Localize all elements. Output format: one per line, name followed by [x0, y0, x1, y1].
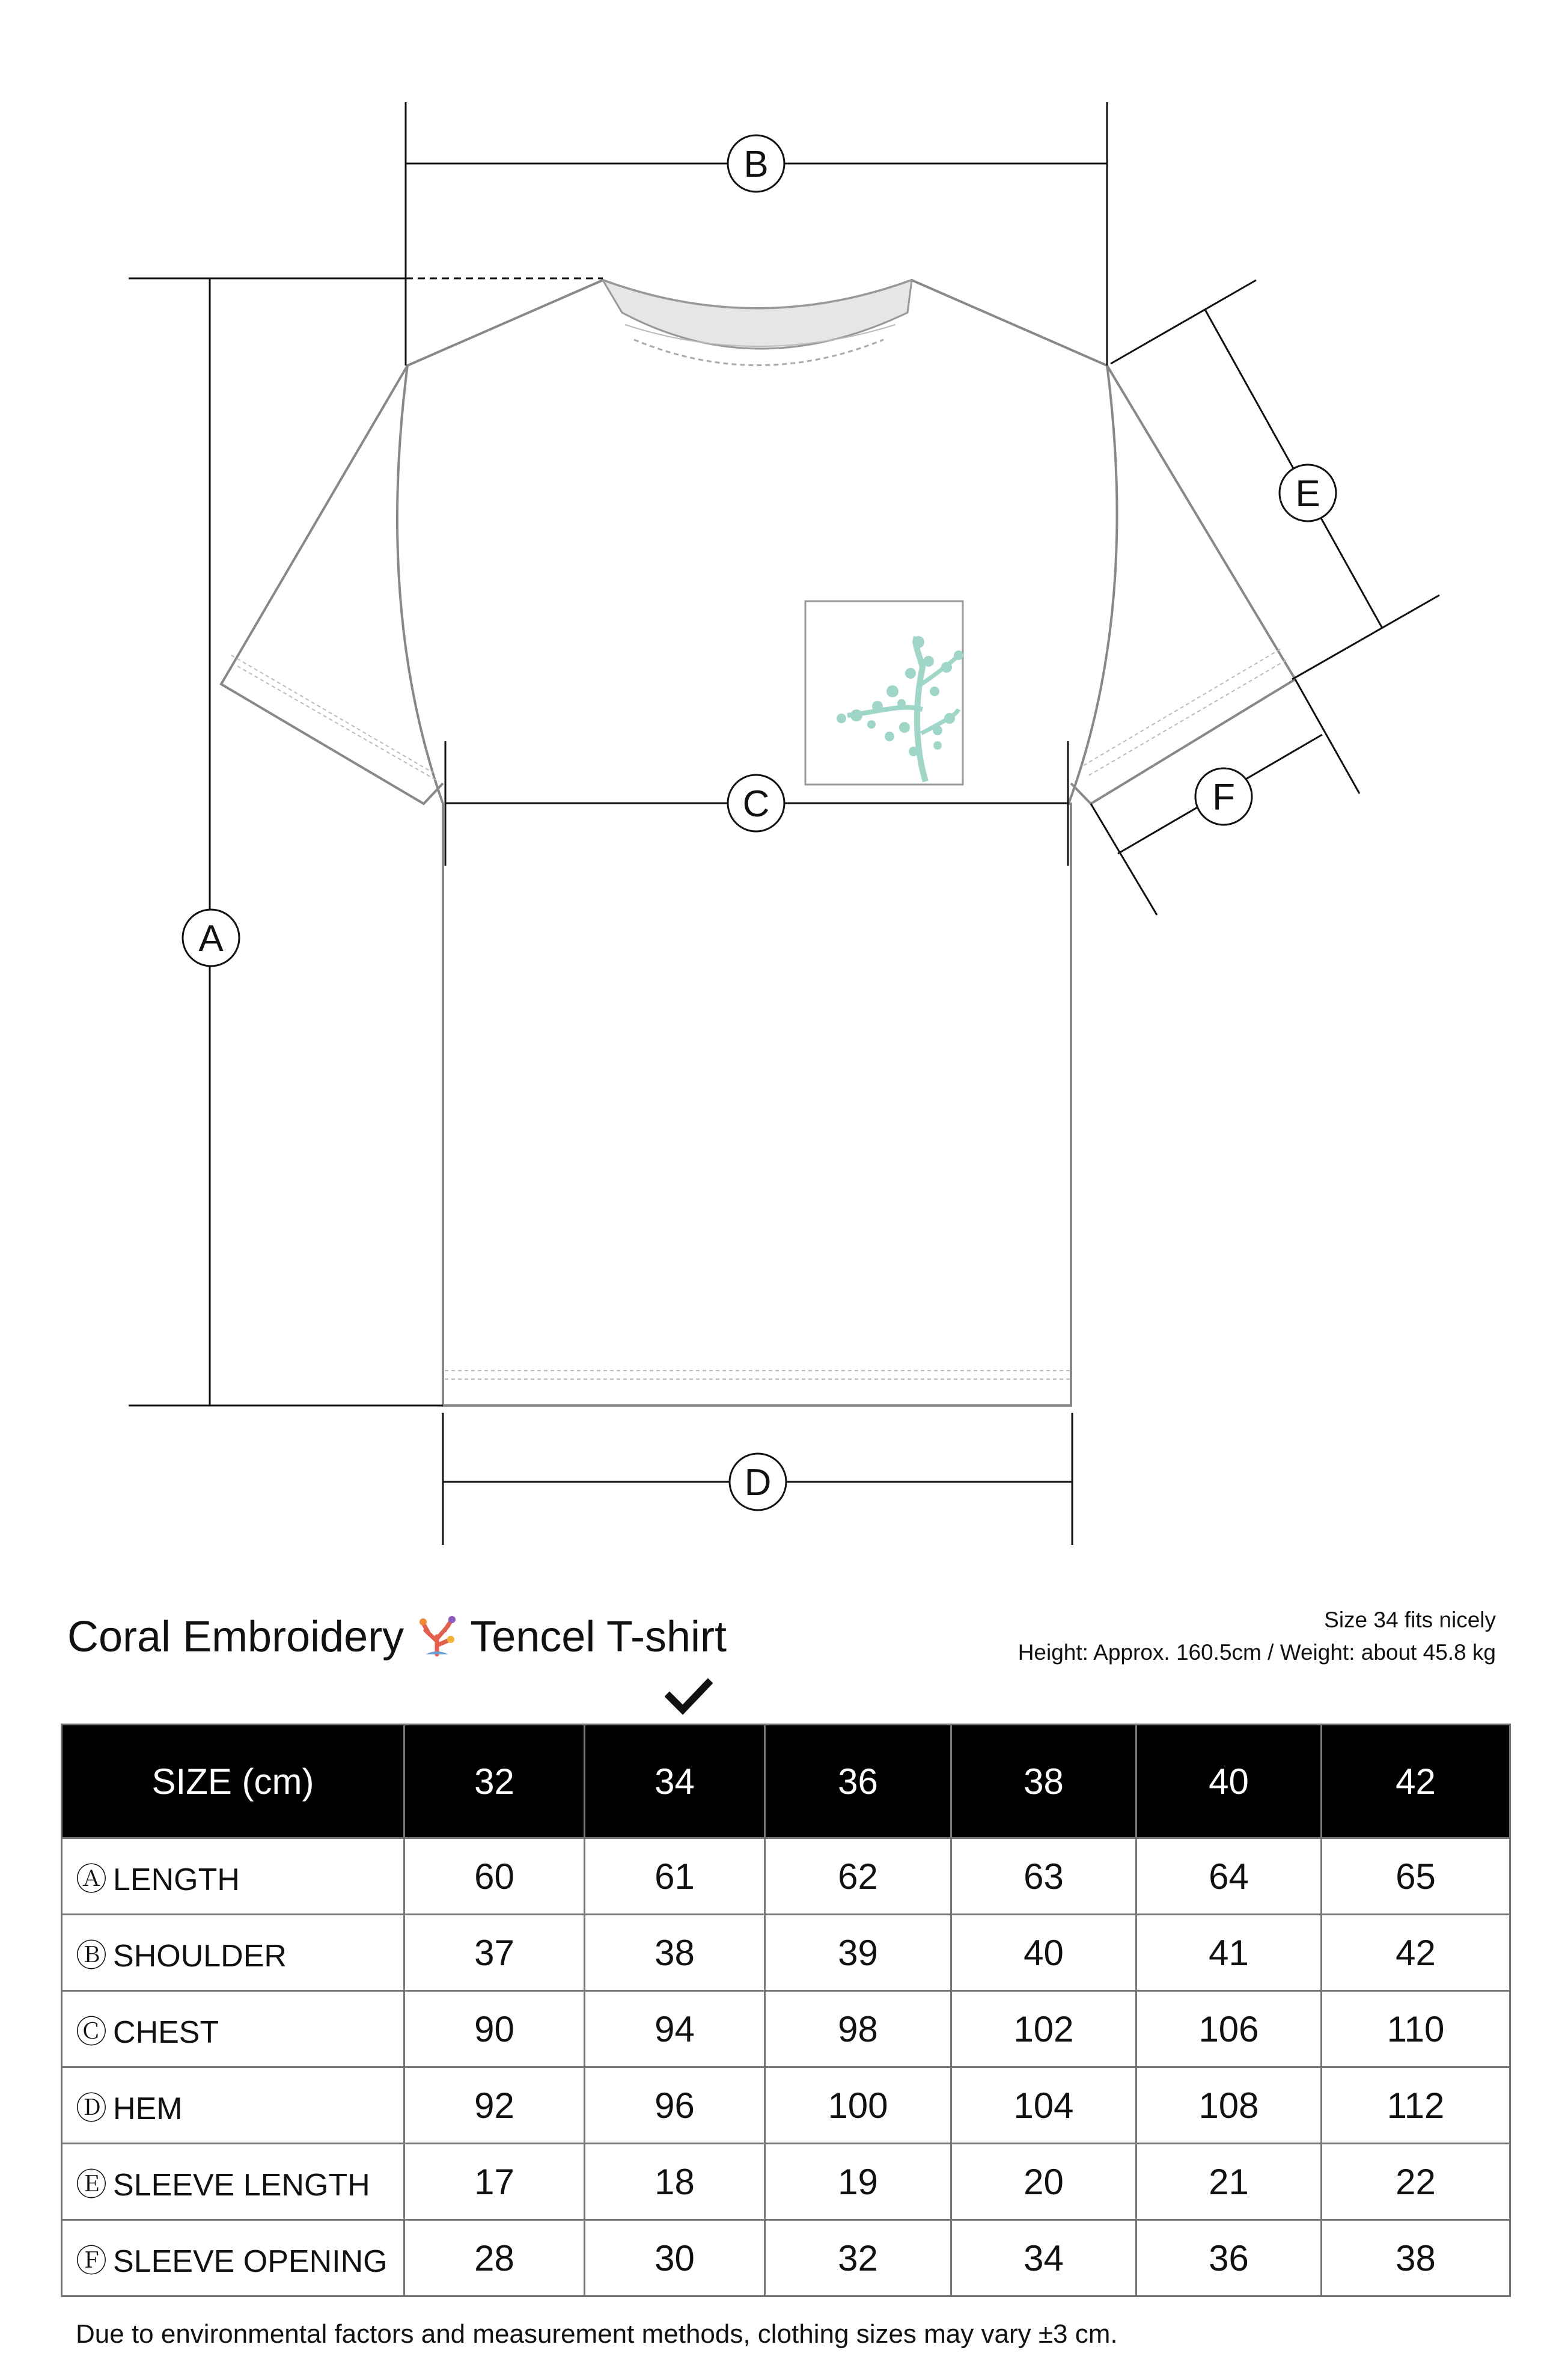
measurement-value: 32	[765, 2220, 951, 2296]
measurement-value: 18	[585, 2144, 765, 2220]
label-e	[1280, 465, 1336, 521]
measurement-value: 94	[585, 1991, 765, 2067]
measurement-letter: Ⓓ	[76, 2091, 108, 2126]
fit-note	[1018, 1604, 1496, 1669]
measurement-name: SLEEVE LENGTH	[113, 2167, 370, 2203]
measurement-label	[62, 1915, 404, 1991]
measurement-value: 112	[1322, 2067, 1510, 2144]
svg-text:E: E	[1295, 473, 1320, 515]
fit-note-line2: Height: Approx. 160.5cm / Weight: about 45.8 kg	[1017, 1640, 1496, 1665]
measurement-value: 37	[404, 1915, 585, 1991]
size-col-header: 36	[765, 1725, 951, 1838]
measurement-value: 96	[585, 2067, 765, 2144]
table-row	[62, 2220, 1510, 2296]
measurement-value: 42	[1322, 1915, 1510, 1991]
measurement-value: 62	[765, 1838, 951, 1915]
measurement-letter: Ⓑ	[76, 1938, 108, 1974]
table-row	[62, 1838, 1510, 1915]
disclaimer: Due to environmental factors and measurement methods, clothing sizes may vary ±3 cm.	[76, 2319, 1118, 2349]
measurement-value: 98	[765, 1991, 951, 2067]
measurement-letter: Ⓐ	[76, 1862, 108, 1897]
measurement-name: SHOULDER	[113, 1938, 287, 1974]
label-f	[1195, 768, 1252, 825]
size-col-header: 38	[951, 1725, 1136, 1838]
size-col-header: 42	[1322, 1725, 1510, 1838]
measurement-label	[62, 1838, 404, 1915]
measurement-value: 39	[765, 1915, 951, 1991]
size-col-header: 32	[404, 1725, 585, 1838]
measurement-value: 90	[404, 1991, 585, 2067]
measurement-value: 34	[951, 2220, 1136, 2296]
table-row	[62, 2067, 1510, 2144]
measurement-name: SLEEVE OPENING	[113, 2244, 388, 2279]
measurement-label	[62, 1991, 404, 2067]
table-row	[62, 1991, 1510, 2067]
svg-text:F: F	[1212, 777, 1235, 818]
measurement-value: 20	[951, 2144, 1136, 2220]
measurement-value: 104	[951, 2067, 1136, 2144]
measurement-value: 22	[1322, 2144, 1510, 2220]
measurement-value: 60	[404, 1838, 585, 1915]
measurement-value: 63	[951, 1838, 1136, 1915]
measurement-value: 38	[585, 1915, 765, 1991]
measurement-value: 21	[1136, 2144, 1322, 2220]
coral-icon	[415, 1612, 459, 1667]
label-d	[730, 1454, 786, 1510]
size-col-header: 34	[585, 1725, 765, 1838]
size-table-body	[62, 1838, 1510, 2296]
table-row	[62, 2144, 1510, 2220]
product-title	[67, 1612, 727, 1667]
measurement-value: 38	[1322, 2220, 1510, 2296]
measurement-name: HEM	[113, 2091, 183, 2126]
measurement-value: 17	[404, 2144, 585, 2220]
measurement-value: 28	[404, 2220, 585, 2296]
measurement-value: 41	[1136, 1915, 1322, 1991]
size-header-label: SIZE (cm)	[62, 1725, 404, 1838]
svg-text:D: D	[744, 1462, 772, 1504]
label-b	[728, 135, 784, 192]
label-c	[728, 775, 784, 831]
measurement-value: 110	[1322, 1991, 1510, 2067]
product-title-suffix: Tencel T-shirt	[470, 1613, 727, 1661]
measurement-value: 64	[1136, 1838, 1322, 1915]
measurement-letter: Ⓔ	[76, 2167, 108, 2203]
size-header-row	[62, 1725, 1510, 1838]
measurement-value: 65	[1322, 1838, 1510, 1915]
fit-note-line1: Size 34 fits nicely	[1324, 1608, 1496, 1632]
measurement-letter: Ⓒ	[76, 2014, 108, 2050]
measurement-value: 30	[585, 2220, 765, 2296]
chest-pocket	[805, 601, 963, 785]
measurement-label	[62, 2144, 404, 2220]
size-col-header: 40	[1136, 1725, 1322, 1838]
measurement-value: 100	[765, 2067, 951, 2144]
measurement-label	[62, 2067, 404, 2144]
measurement-name: LENGTH	[113, 1862, 240, 1897]
measurement-value: 102	[951, 1991, 1136, 2067]
label-a	[183, 910, 239, 966]
measurement-label	[62, 2220, 404, 2296]
measurement-value: 36	[1136, 2220, 1322, 2296]
size-table	[61, 1724, 1511, 2297]
measurement-name: CHEST	[113, 2014, 219, 2050]
svg-text:A: A	[198, 918, 224, 959]
recommended-size-check-icon	[665, 1677, 713, 1719]
measurement-value: 40	[951, 1915, 1136, 1991]
measurement-value: 61	[585, 1838, 765, 1915]
measurement-value: 106	[1136, 1991, 1322, 2067]
measurement-value: 19	[765, 2144, 951, 2220]
tshirt-outline	[221, 280, 1295, 1406]
measurement-letter: Ⓕ	[76, 2244, 108, 2279]
measurement-value: 108	[1136, 2067, 1322, 2144]
table-row	[62, 1915, 1510, 1991]
svg-text:C: C	[742, 783, 770, 825]
product-title-main: Coral Embroidery	[67, 1613, 404, 1661]
measurement-value: 92	[404, 2067, 585, 2144]
svg-text:B: B	[743, 144, 769, 185]
